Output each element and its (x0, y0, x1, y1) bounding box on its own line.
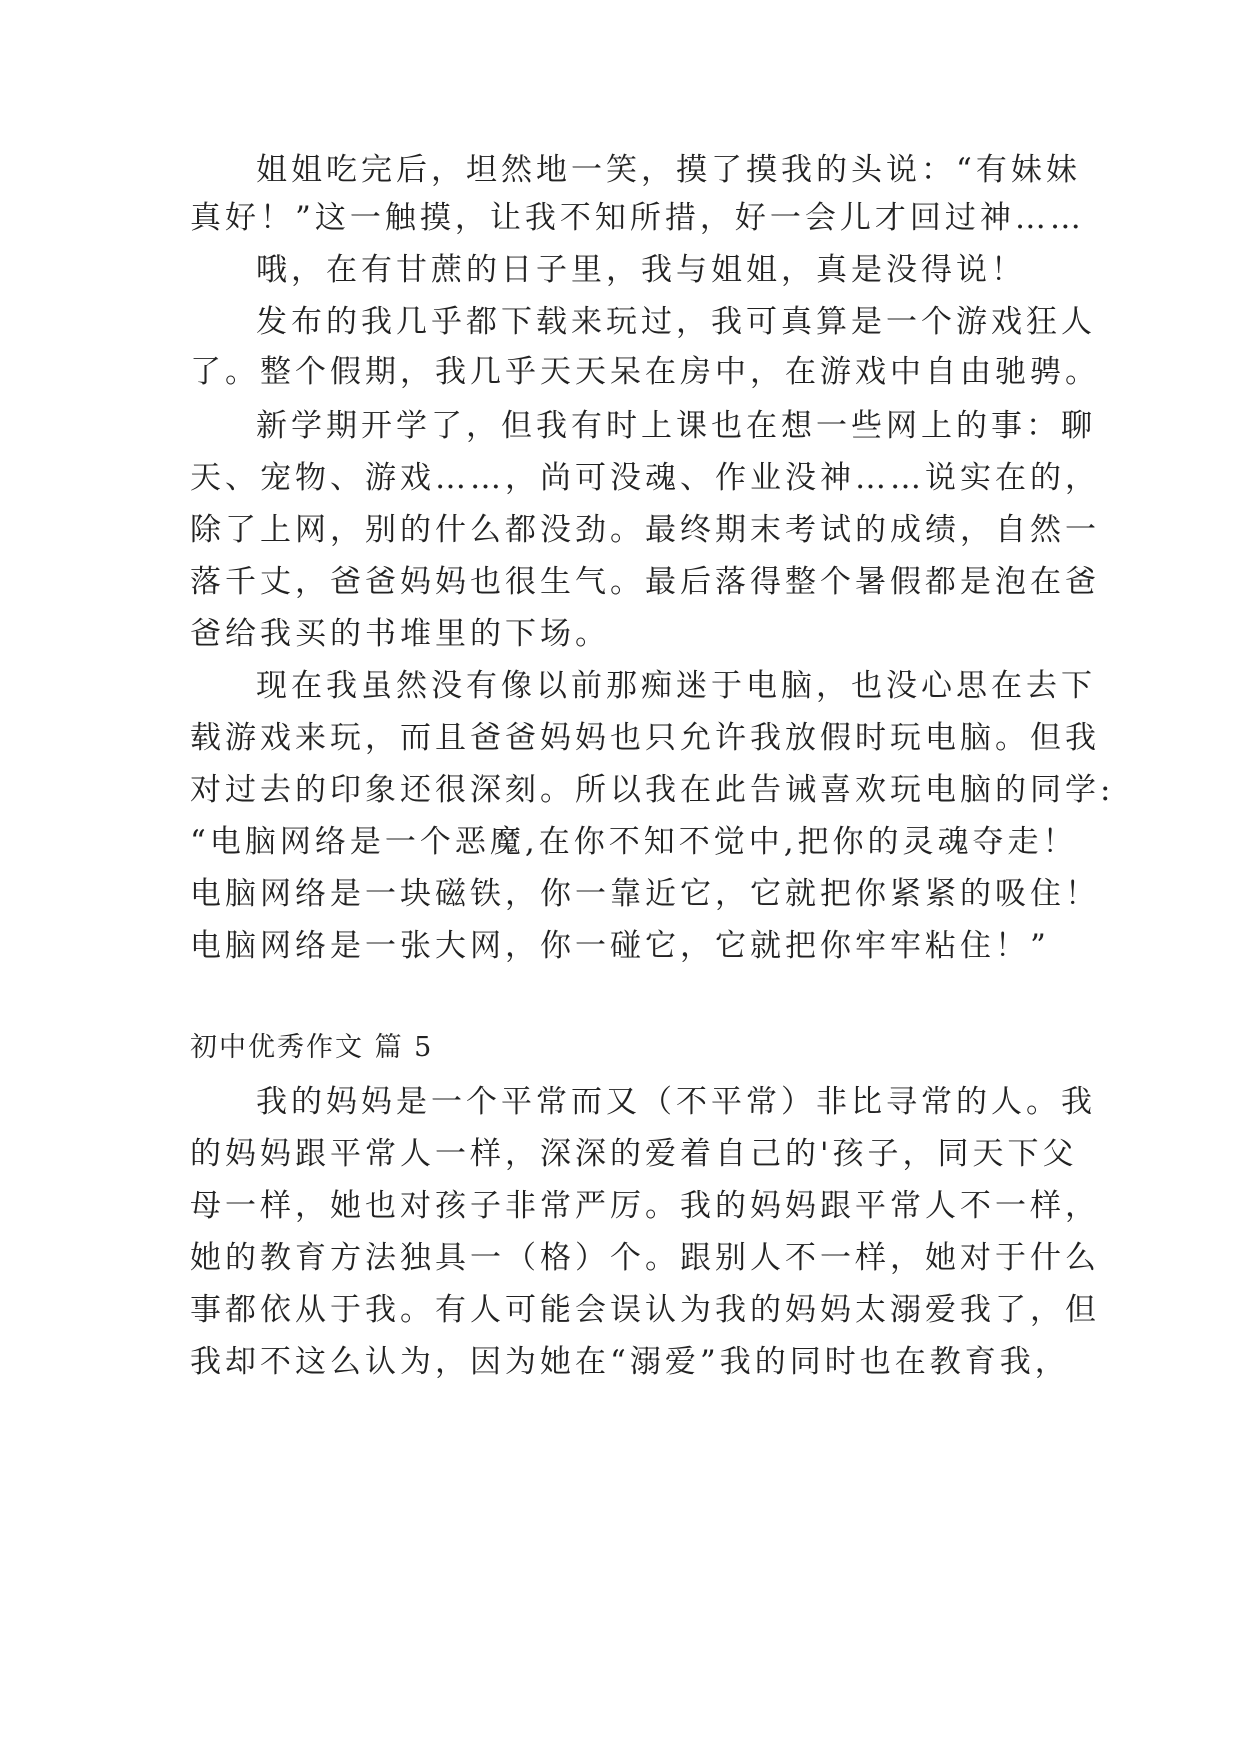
paragraph-line: 落千丈，爸爸妈妈也很生气。最后落得整个暑假都是泡在爸 (190, 564, 1100, 600)
paragraph-line: 对过去的印象还很深刻。所以我在此告诫喜欢玩电脑的同学: (190, 772, 1115, 808)
paragraph-line: 的妈妈跟平常人一样，深深的爱着自己的'孩子，同天下父 (190, 1136, 1078, 1172)
paragraph-line: 了。整个假期，我几乎天天呆在房中，在游戏中自由驰骋。 (190, 354, 1100, 390)
paragraph-line: 天、宠物、游戏……，尚可没魂、作业没神……说实在的， (190, 460, 1100, 496)
paragraph-line: 我却不这么认为，因为她在“溺爱”我的同时也在教育我， (190, 1344, 1070, 1380)
paragraph-line: 爸给我买的书堆里的下场。 (190, 616, 610, 652)
paragraph-line: 电脑网络是一块磁铁，你一靠近它，它就把你紧紧的吸住！ (190, 876, 1100, 912)
paragraph-line: 现在我虽然没有像以前那痴迷于电脑，也没心思在去下 (256, 668, 1096, 704)
paragraph-line: 电脑网络是一张大网，你一碰它，它就把你牢牢粘住！” (190, 928, 1050, 964)
paragraph-line: 发布的我几乎都下载来玩过，我可真算是一个游戏狂人 (256, 304, 1096, 340)
paragraph-line: 载游戏来玩，而且爸爸妈妈也只允许我放假时玩电脑。但我 (190, 720, 1100, 756)
section-heading: 初中优秀作文 篇 5 (190, 1032, 434, 1063)
paragraph-line: 她的教育方法独具一（格）个。跟别人不一样，她对于什么 (190, 1240, 1100, 1276)
paragraph-line: 事都依从于我。有人可能会误认为我的妈妈太溺爱我了，但 (190, 1292, 1100, 1328)
paragraph-line: 母一样，她也对孩子非常严厉。我的妈妈跟平常人不一样， (190, 1188, 1100, 1224)
paragraph-line: 姐姐吃完后，坦然地一笑，摸了摸我的头说：“有妹妹 (256, 152, 1081, 188)
paragraph-line: 我的妈妈是一个平常而又（不平常）非比寻常的人。我 (256, 1084, 1096, 1120)
paragraph-line: 哦，在有甘蔗的日子里，我与姐姐，真是没得说！ (256, 252, 1026, 288)
paragraph-line: 真好！”这一触摸，让我不知所措，好一会儿才回过神…… (190, 200, 1085, 236)
paragraph-line: “电脑网络是一个恶魔,在你不知不觉中,把你的灵魂夺走！ (190, 824, 1078, 860)
paragraph-line: 新学期开学了，但我有时上课也在想一些网上的事：聊 (256, 408, 1096, 444)
paragraph-line: 除了上网，别的什么都没劲。最终期末考试的成绩，自然一 (190, 512, 1100, 548)
